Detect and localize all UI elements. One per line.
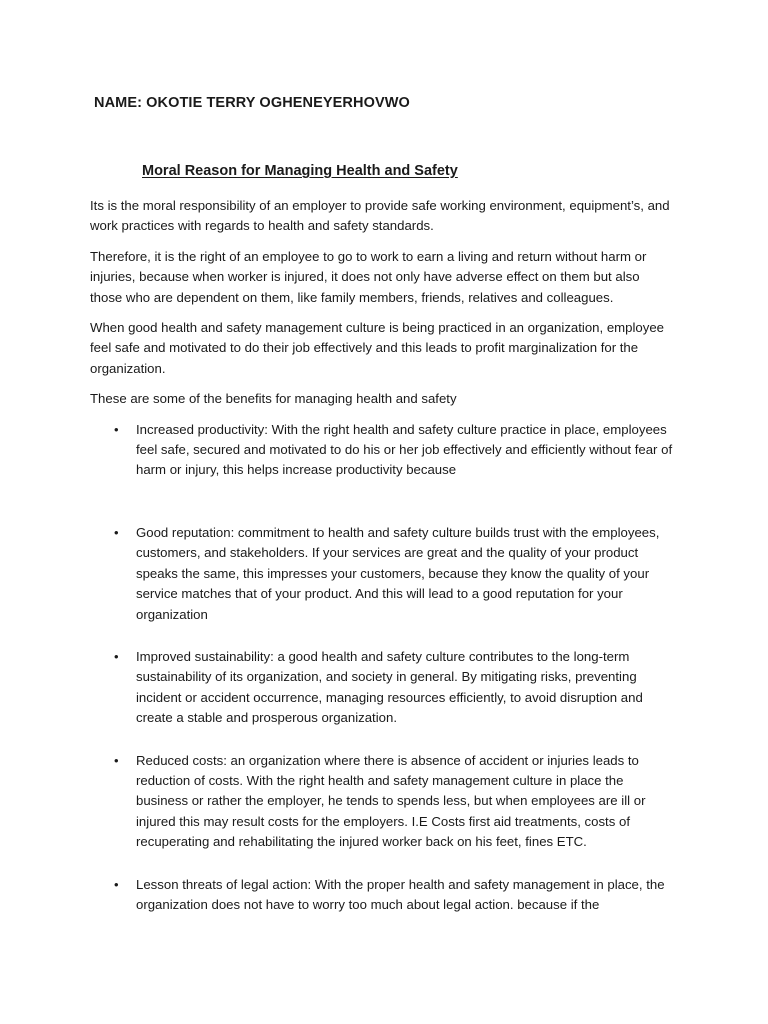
list-item-text: Lesson threats of legal action: With the proper health and safety management in place, the organization does not have to worry too much about legal action. because if the	[136, 876, 665, 912]
list-item-text: Reduced costs: an organization where there is absence of accident or injuries leads to reduction of costs. With the right health and safety management culture in place the business or rather the employer, he tends to spends less, but when employees are ill or injured this may result costs for the employers. I.E Costs first aid treatments, costs of recuperating and rehabilitating the injured worker back on his feet, fines ETC.	[136, 752, 646, 850]
list-item-text: Good reputation: commitment to health and safety culture builds trust with the employees, customers, and stakeholders. If your services are great and the quality of your product speaks the same, this impresses your customers, because they know the quality of your service matches that of your product. And this will lead to a good reputation for your organization	[136, 524, 660, 622]
benefits-list	[90, 420, 675, 916]
list-item	[90, 751, 675, 853]
paragraph-2: Therefore, it is the right of an employee to go to work to earn a living and return without harm or injuries, because when worker is injured, it does not only have adverse effect on them but also those who are dependent on them, like family members, friends, relatives and colleagues.	[90, 248, 647, 305]
bullet-icon: •	[114, 524, 119, 540]
list-item	[90, 647, 675, 729]
bullet-icon: •	[114, 876, 119, 892]
paragraph-4: These are some of the benefits for managing health and safety	[90, 391, 457, 407]
bullet-icon: •	[114, 421, 119, 437]
list-item	[90, 875, 675, 916]
author-name: NAME: OKOTIE TERRY OGHENEYERHOVWO	[94, 95, 410, 111]
list-item	[90, 523, 675, 625]
paragraph-3: When good health and safety management culture is being practiced in an organization, employee feel safe and motivated to do their job effectively and this leads to profit marginalization for the organization.	[90, 320, 665, 376]
paragraph-1: Its is the moral responsibility of an employer to provide safe working environment, equipment’s, and work practices with regards to health and safety standards.	[90, 198, 670, 234]
list-item	[90, 420, 675, 481]
document-body	[90, 196, 675, 915]
bullet-icon: •	[114, 648, 119, 664]
list-item-text: Increased productivity: With the right health and safety culture practice in place, employees feel safe, secured and motivated to do his or her job effectively and efficiently without fear of harm or injury, this helps increase productivity because	[136, 421, 673, 478]
section-heading: Moral Reason for Managing Health and Safety	[142, 163, 458, 179]
bullet-icon: •	[114, 752, 119, 768]
list-item-text: Improved sustainability: a good health and safety culture contributes to the long-term sustainability of its organization, and society in general. By mitigating risks, preventing incident or accident occurrence, managing resources efficiently, to avoid disruption and create a stable and prosperous organization.	[136, 648, 643, 726]
